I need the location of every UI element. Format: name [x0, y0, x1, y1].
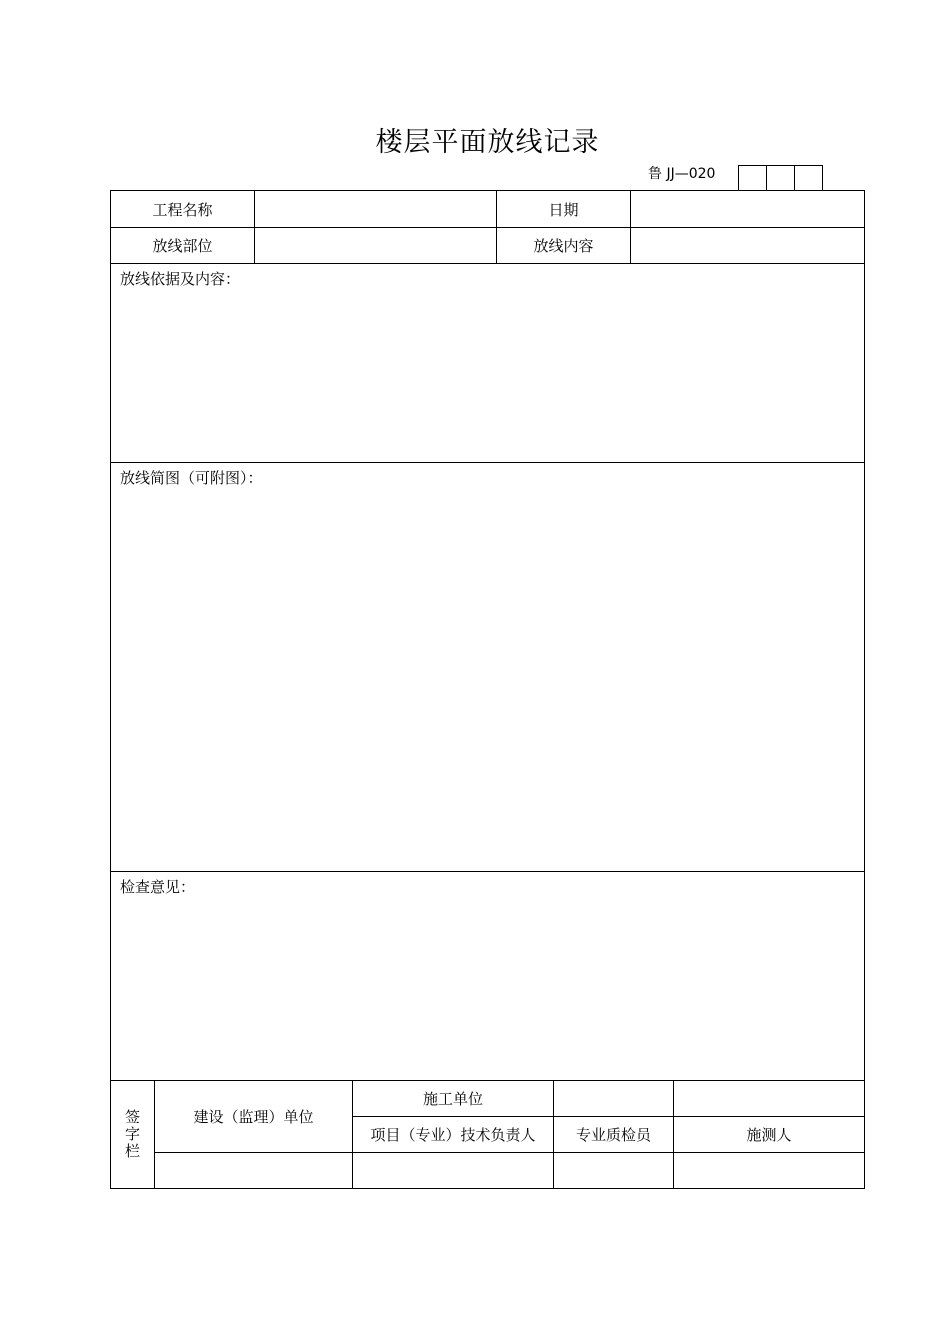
quality-inspector-label: 专业质检员	[554, 1117, 674, 1153]
signature-column	[111, 1081, 155, 1189]
document-title: 楼层平面放线记录	[375, 127, 600, 158]
layout-content-label: 放线内容	[497, 228, 631, 264]
header-row-project	[111, 191, 865, 228]
technical-lead-signature-field[interactable]	[353, 1153, 554, 1189]
record-form	[110, 190, 865, 1189]
supervisor-unit-label: 建设（监理）单位	[155, 1081, 353, 1153]
sketch-section[interactable]	[111, 463, 865, 872]
layout-location-label: 放线部位	[111, 228, 255, 264]
basis-section[interactable]	[111, 264, 865, 463]
inspection-label: 检查意见：	[120, 878, 196, 896]
form-number-box[interactable]	[739, 166, 767, 190]
surveyor-signature-field[interactable]	[674, 1153, 865, 1189]
construction-unit-label: 施工单位	[353, 1081, 554, 1117]
sketch-row	[111, 463, 865, 872]
date-label: 日期	[497, 191, 631, 228]
construction-unit-blank	[554, 1081, 674, 1117]
quality-inspector-signature-field[interactable]	[554, 1153, 674, 1189]
signature-row-3	[111, 1153, 865, 1189]
layout-content-field[interactable]	[631, 228, 865, 264]
construction-unit-blank-2	[674, 1081, 865, 1117]
form-number-box[interactable]	[795, 166, 822, 190]
layout-location-field[interactable]	[255, 228, 497, 264]
signature-column-label: 签字栏	[123, 1109, 141, 1160]
project-name-label: 工程名称	[111, 191, 255, 228]
basis-row	[111, 264, 865, 463]
basis-label: 放线依据及内容：	[120, 270, 241, 288]
sketch-label: 放线简图（可附图）：	[120, 469, 263, 487]
technical-lead-label: 项目（专业）技术负责人	[353, 1117, 554, 1153]
surveyor-label: 施测人	[674, 1117, 865, 1153]
date-field[interactable]	[631, 191, 865, 228]
supervisor-signature-field[interactable]	[155, 1153, 353, 1189]
header-row-location	[111, 228, 865, 264]
inspection-section[interactable]	[111, 872, 865, 1081]
signature-row-1	[111, 1081, 865, 1117]
form-code: 鲁 JJ—020	[648, 166, 716, 182]
form-number-box[interactable]	[767, 166, 795, 190]
project-name-field[interactable]	[255, 191, 497, 228]
form-number-boxes	[738, 165, 823, 190]
inspection-row	[111, 872, 865, 1081]
